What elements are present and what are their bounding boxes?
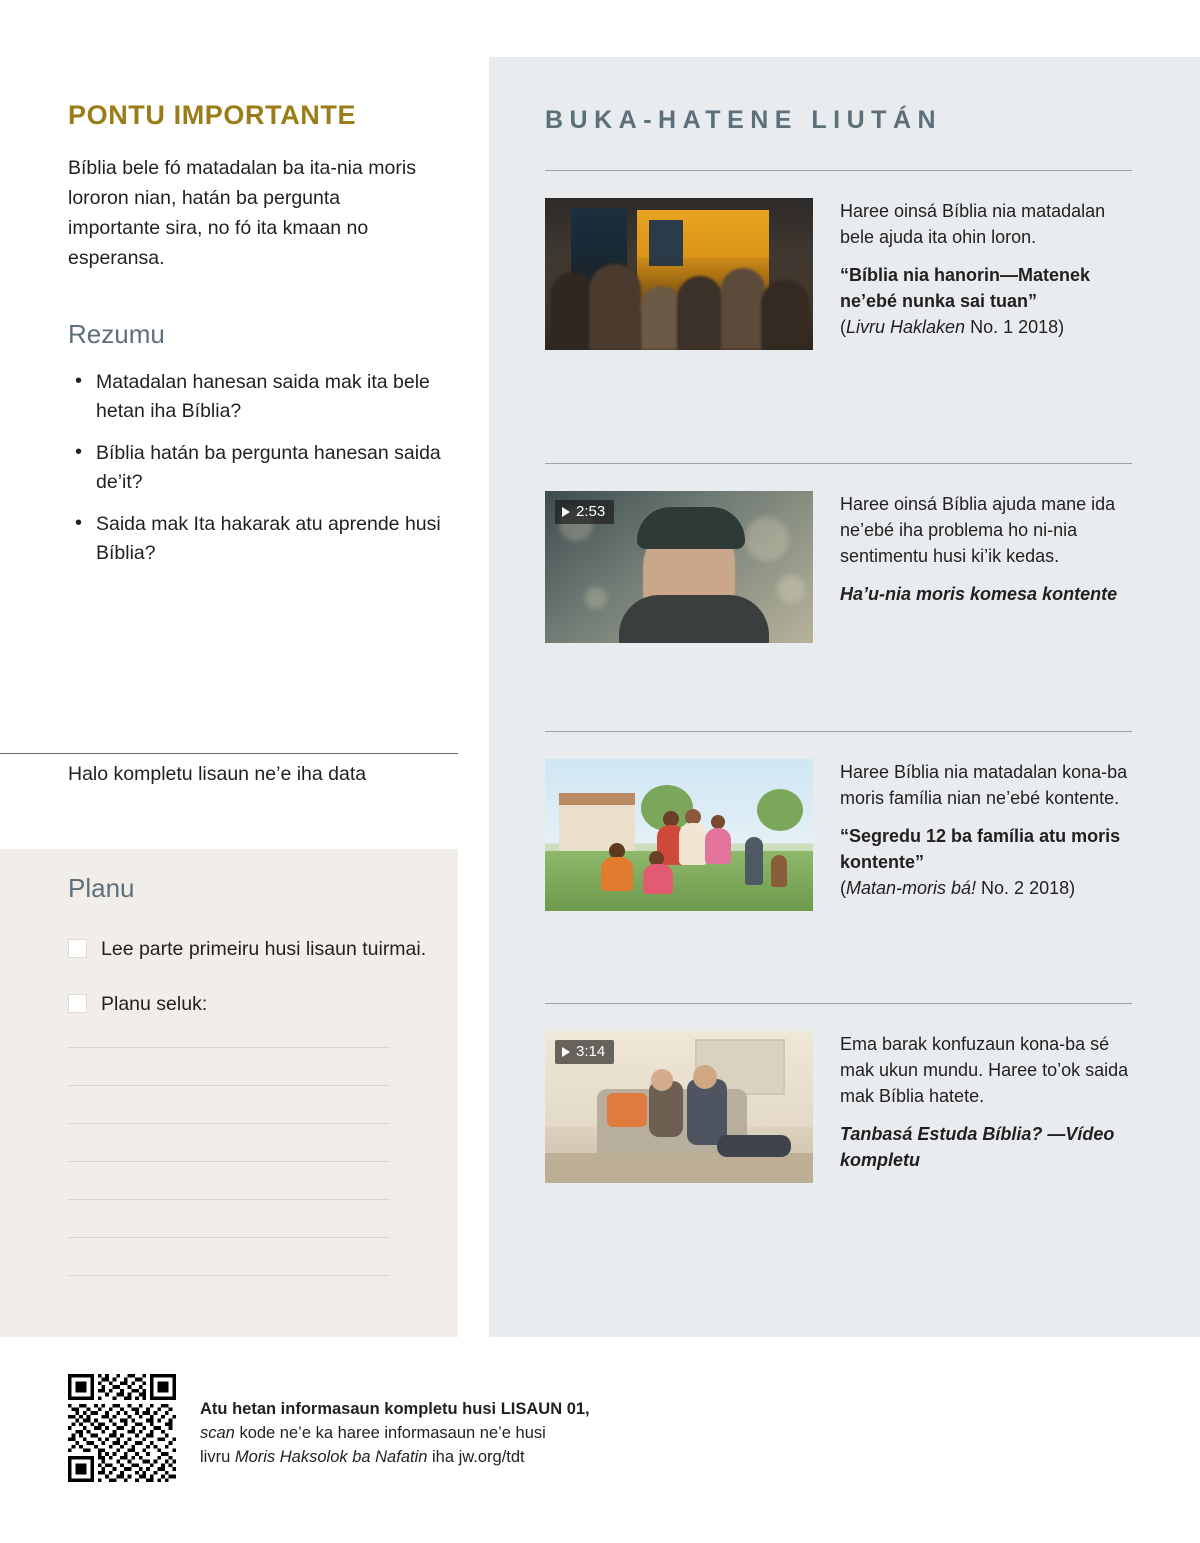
write-line <box>68 1047 390 1048</box>
write-line <box>68 1161 390 1162</box>
item-text-block <box>840 759 1132 911</box>
resource-item-4 <box>545 1003 1132 1183</box>
item-caption: Ema barak konfuzaun kona-ba sé mak ukun mundu. Haree to’ok saida mak Bíblia hatete. <box>840 1034 1129 1106</box>
thumbnail-street-market-night[interactable] <box>545 198 813 350</box>
resource-item-3 <box>545 731 1132 911</box>
floor-shape <box>545 1153 813 1183</box>
thumbnail-family-outdoors[interactable] <box>545 759 813 911</box>
video-duration-label: 3:14 <box>576 1043 606 1060</box>
house-shape <box>559 793 635 853</box>
qr-code-icon[interactable] <box>68 1374 176 1482</box>
item-divider <box>545 1003 1132 1004</box>
checklist-row[interactable] <box>68 990 428 1019</box>
panel-title: BUKA-HATENE LIUTÁN <box>545 106 943 134</box>
torso-shape <box>619 595 769 643</box>
item-title: “Bíblia nia hanorin—Matenek ne’ebé nunka sai tuan” <box>840 265 1091 311</box>
intro-paragraph: Bíblia bele fó matadalan ba ita-nia moris lororon nian, hatán ba pergunta importante sira, no fó ita kmaan no esperansa. <box>68 157 416 269</box>
item-source-publication: Matan-moris bá! <box>846 878 977 898</box>
thumbnail-man-with-cap[interactable] <box>545 491 813 643</box>
footer-text <box>200 1397 720 1469</box>
footer-book-title: Moris Haksolok ba Nafatin <box>234 1448 428 1466</box>
page-title: PONTU IMPORTANTE <box>68 100 357 130</box>
write-line <box>68 1085 390 1086</box>
checklist-label: Planu seluk: <box>101 993 208 1015</box>
item-divider <box>545 731 1132 732</box>
cushion-shape <box>607 1093 647 1127</box>
completion-note: Halo kompletu lisaun ne’e iha data <box>68 763 367 785</box>
write-line <box>68 1237 390 1238</box>
item-divider <box>545 463 1132 464</box>
item-text-block <box>840 1031 1132 1183</box>
item-title: Tanbasá Estuda Bíblia? —Vídeo kompletu <box>840 1124 1115 1170</box>
item-source-publication: Livru Haklaken <box>846 317 966 337</box>
plan-heading: Planu <box>68 873 135 903</box>
thumbnail-couple-on-sofa[interactable] <box>545 1031 813 1183</box>
crowd-overlay <box>545 258 813 350</box>
item-divider <box>545 170 1132 171</box>
footer-scan-word: scan <box>200 1424 235 1442</box>
write-line <box>68 1275 390 1276</box>
video-duration-label: 2:53 <box>576 503 606 520</box>
item-source: (Livru Haklaken No. 1 2018) <box>840 317 1065 337</box>
item-text-block <box>840 198 1132 350</box>
play-icon <box>562 1047 570 1057</box>
resource-item-2 <box>545 463 1132 643</box>
item-source: (Matan-moris bá! No. 2 2018) <box>840 878 1076 898</box>
item-source-issue: No. 1 2018 <box>965 317 1059 337</box>
footer-website: iha jw.org/tdt <box>427 1448 525 1466</box>
checklist-row[interactable] <box>68 935 428 964</box>
video-duration-badge <box>555 1040 614 1064</box>
left-column <box>68 100 458 581</box>
play-icon <box>562 507 570 517</box>
summary-heading: Rezumu <box>68 319 165 349</box>
plan-checklist <box>68 935 428 1045</box>
item-caption: Haree oinsá Bíblia ajuda mane ida ne’ebé iha problema ho ni-nia sentimentu husi ki’ik kedas. <box>840 494 1116 566</box>
summary-list <box>68 368 458 568</box>
item-text-block <box>840 491 1132 643</box>
footer-line-2: kode ne’e ka haree informasaun ne’e husi <box>234 1424 546 1442</box>
item-source-issue: No. 2 2018 <box>976 878 1070 898</box>
write-line <box>68 1123 390 1124</box>
plan-box <box>0 849 458 1337</box>
checkbox-icon[interactable] <box>68 994 87 1013</box>
item-caption: Haree oinsá Bíblia nia matadalan bele ajuda ita ohin loron. <box>840 201 1106 247</box>
checklist-label: Lee parte primeiru husi lisaun tuirmai. <box>101 938 427 960</box>
cap-shape <box>637 507 745 549</box>
left-divider <box>0 753 458 754</box>
write-in-lines <box>68 1047 390 1313</box>
video-duration-badge <box>555 500 614 524</box>
list-item: • Matadalan hanesan saida mak ita bele hetan iha Bíblia? <box>96 368 458 426</box>
item-title: Ha’u-nia moris komesa kontente <box>840 584 1118 604</box>
item-title: “Segredu 12 ba família atu moris kontente” <box>840 826 1121 872</box>
item-caption: Haree Bíblia nia matadalan kona-ba moris família nian ne’ebé kontente. <box>840 762 1128 808</box>
list-item: • Bíblia hatán ba pergunta hanesan saida de’it? <box>96 439 458 497</box>
list-item: • Saida mak Ita hakarak atu aprende husi Bíblia? <box>96 510 458 568</box>
resource-item-1 <box>545 170 1132 350</box>
checkbox-icon[interactable] <box>68 939 87 958</box>
write-line <box>68 1199 390 1200</box>
footer-line-3-prefix: livru <box>200 1448 235 1466</box>
footer-line-1: Atu hetan informasaun kompletu husi LISAUN 01, <box>200 1400 590 1418</box>
